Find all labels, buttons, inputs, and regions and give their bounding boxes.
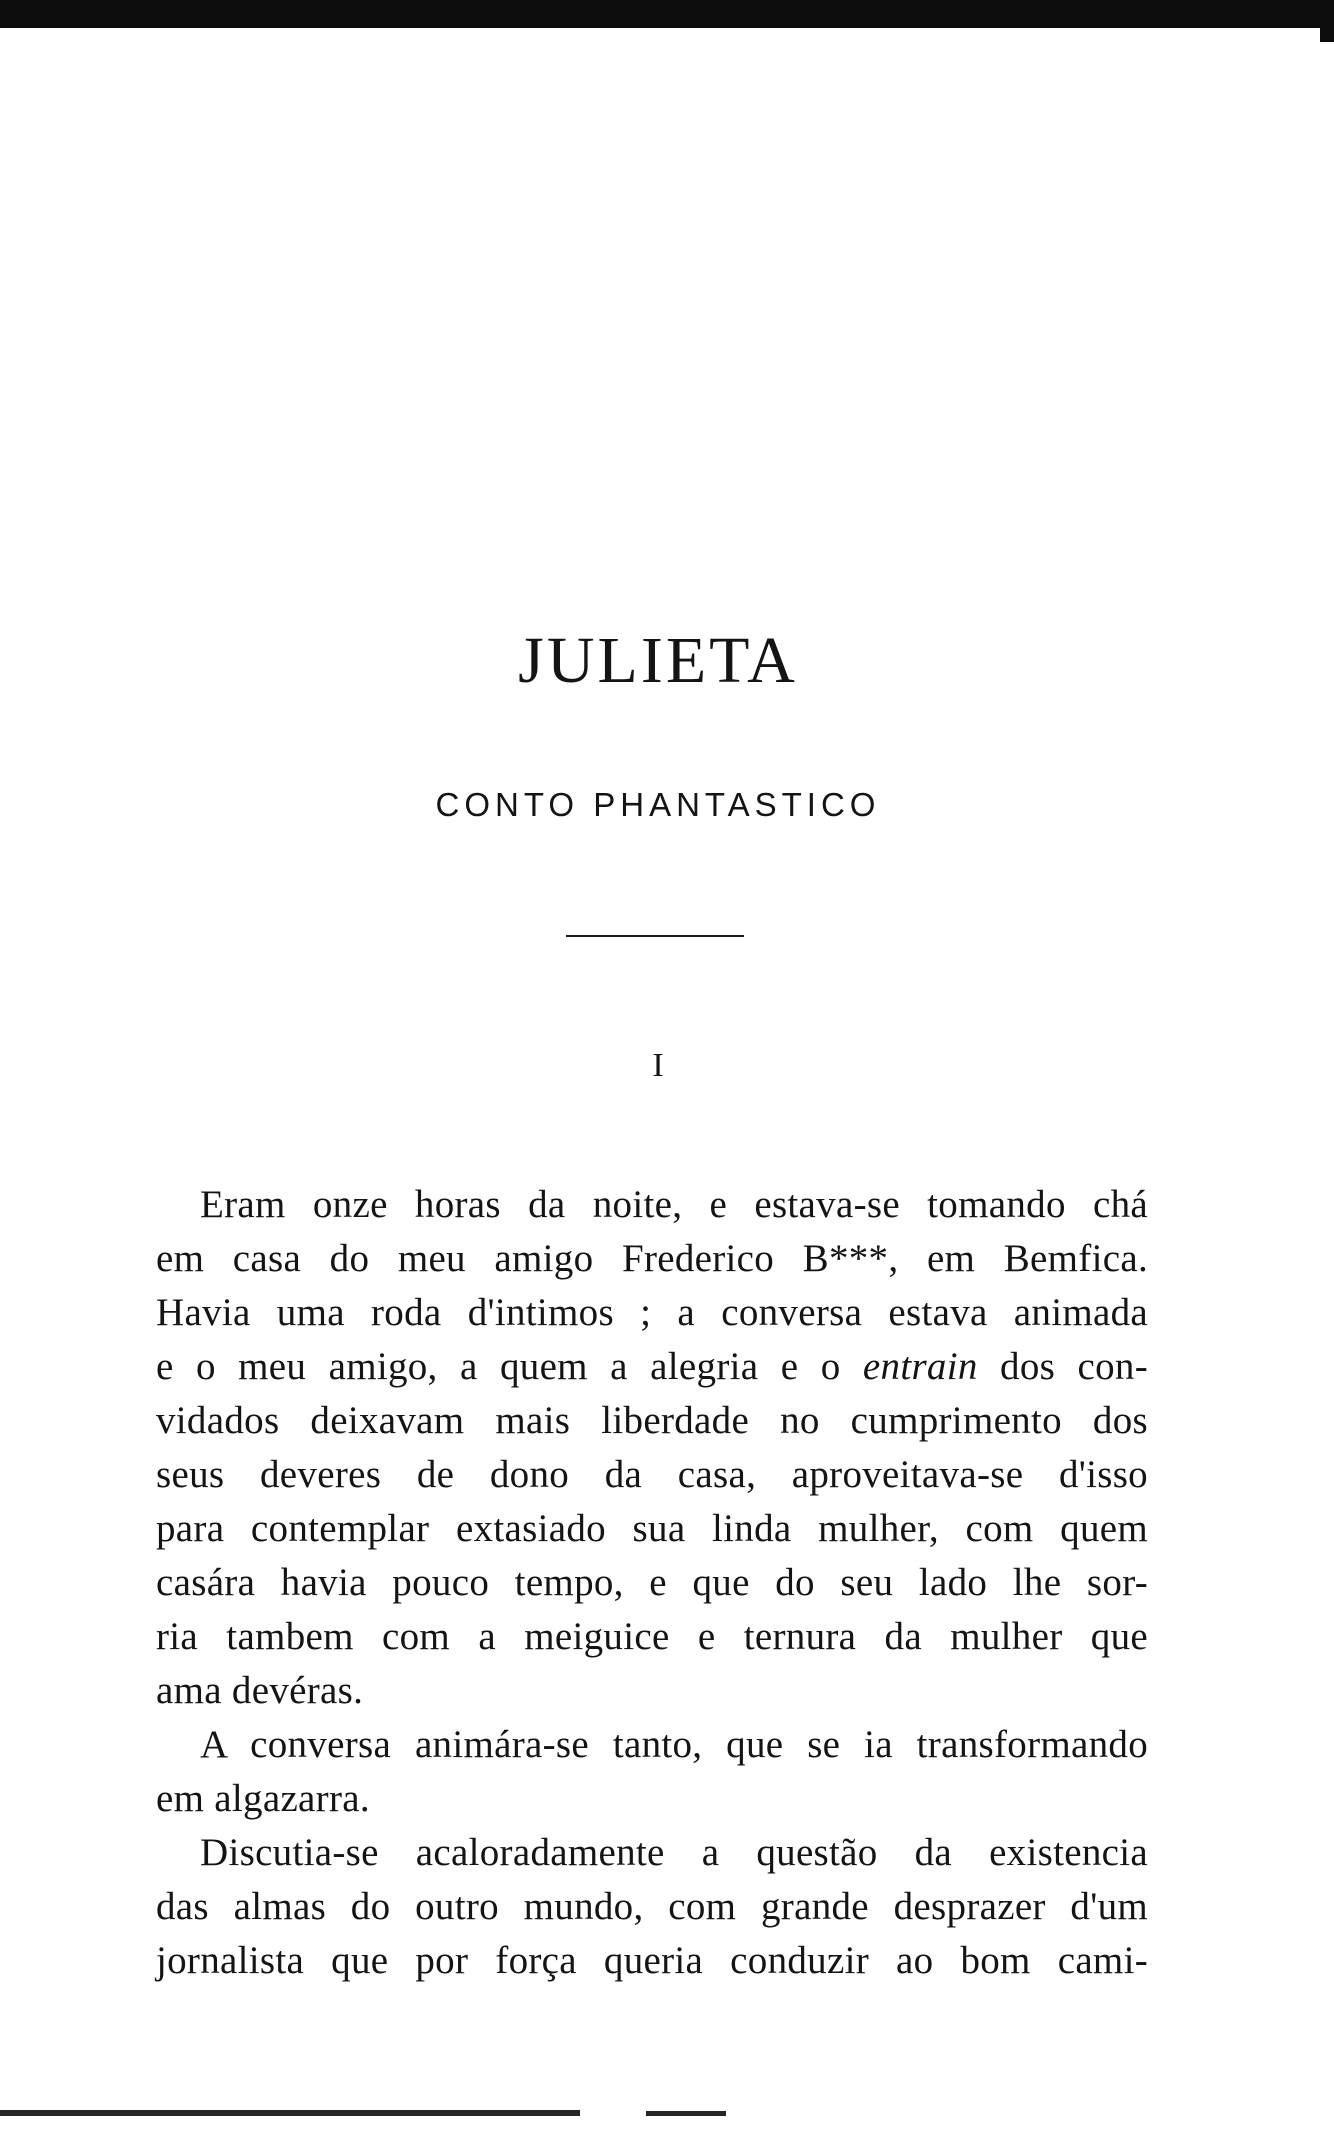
page-subtitle: CONTO PHANTASTICO — [435, 786, 881, 823]
italic-word: entrain — [862, 1345, 978, 1388]
chapter-number: I — [652, 1047, 664, 1084]
text-line: ria tambem com a meiguice e ternura da mulher que — [156, 1615, 1148, 1658]
title-divider — [566, 935, 744, 937]
bottom-border-rule — [0, 2110, 580, 2116]
top-border-notch — [1320, 22, 1334, 42]
text-line: Havia uma roda d'intimos ; a conversa estava animada — [156, 1291, 1148, 1334]
bottom-border-rule-fragment — [646, 2111, 726, 2116]
text-line: vidados deixavam mais liberdade no cumprimento dos — [156, 1399, 1148, 1442]
text-line: Eram onze horas da noite, e estava-se tomando chá — [200, 1183, 1148, 1226]
text-line: em casa do meu amigo Frederico B***, em Bemfica. — [156, 1237, 1148, 1280]
text-fragment: e o meu amigo, a quem a alegria e o — [156, 1345, 863, 1388]
text-line: casára havia pouco tempo, e que do seu lado lhe sor- — [156, 1561, 1148, 1604]
text-line: para contemplar extasiado sua linda mulher, com quem — [156, 1507, 1148, 1550]
body-text — [156, 1178, 1148, 1988]
text-line: jornalista que por força queria conduzir ao bom cami- — [156, 1939, 1148, 1982]
text-line: das almas do outro mundo, com grande desprazer d'um — [156, 1885, 1148, 1928]
text-line: seus deveres de dono da casa, aproveitava-se d'isso — [156, 1453, 1148, 1496]
text-line-with-italic — [156, 1340, 1148, 1394]
page-title: JULIETA — [518, 624, 798, 697]
text-fragment: dos con- — [977, 1345, 1148, 1388]
text-line: em algazarra. — [156, 1777, 370, 1820]
top-border-rule — [0, 0, 1334, 28]
text-line: A conversa animára-se tanto, que se ia transformando — [200, 1723, 1148, 1766]
text-line: ama devéras. — [156, 1669, 364, 1712]
text-line: Discutia-se acaloradamente a questão da existencia — [200, 1831, 1148, 1874]
